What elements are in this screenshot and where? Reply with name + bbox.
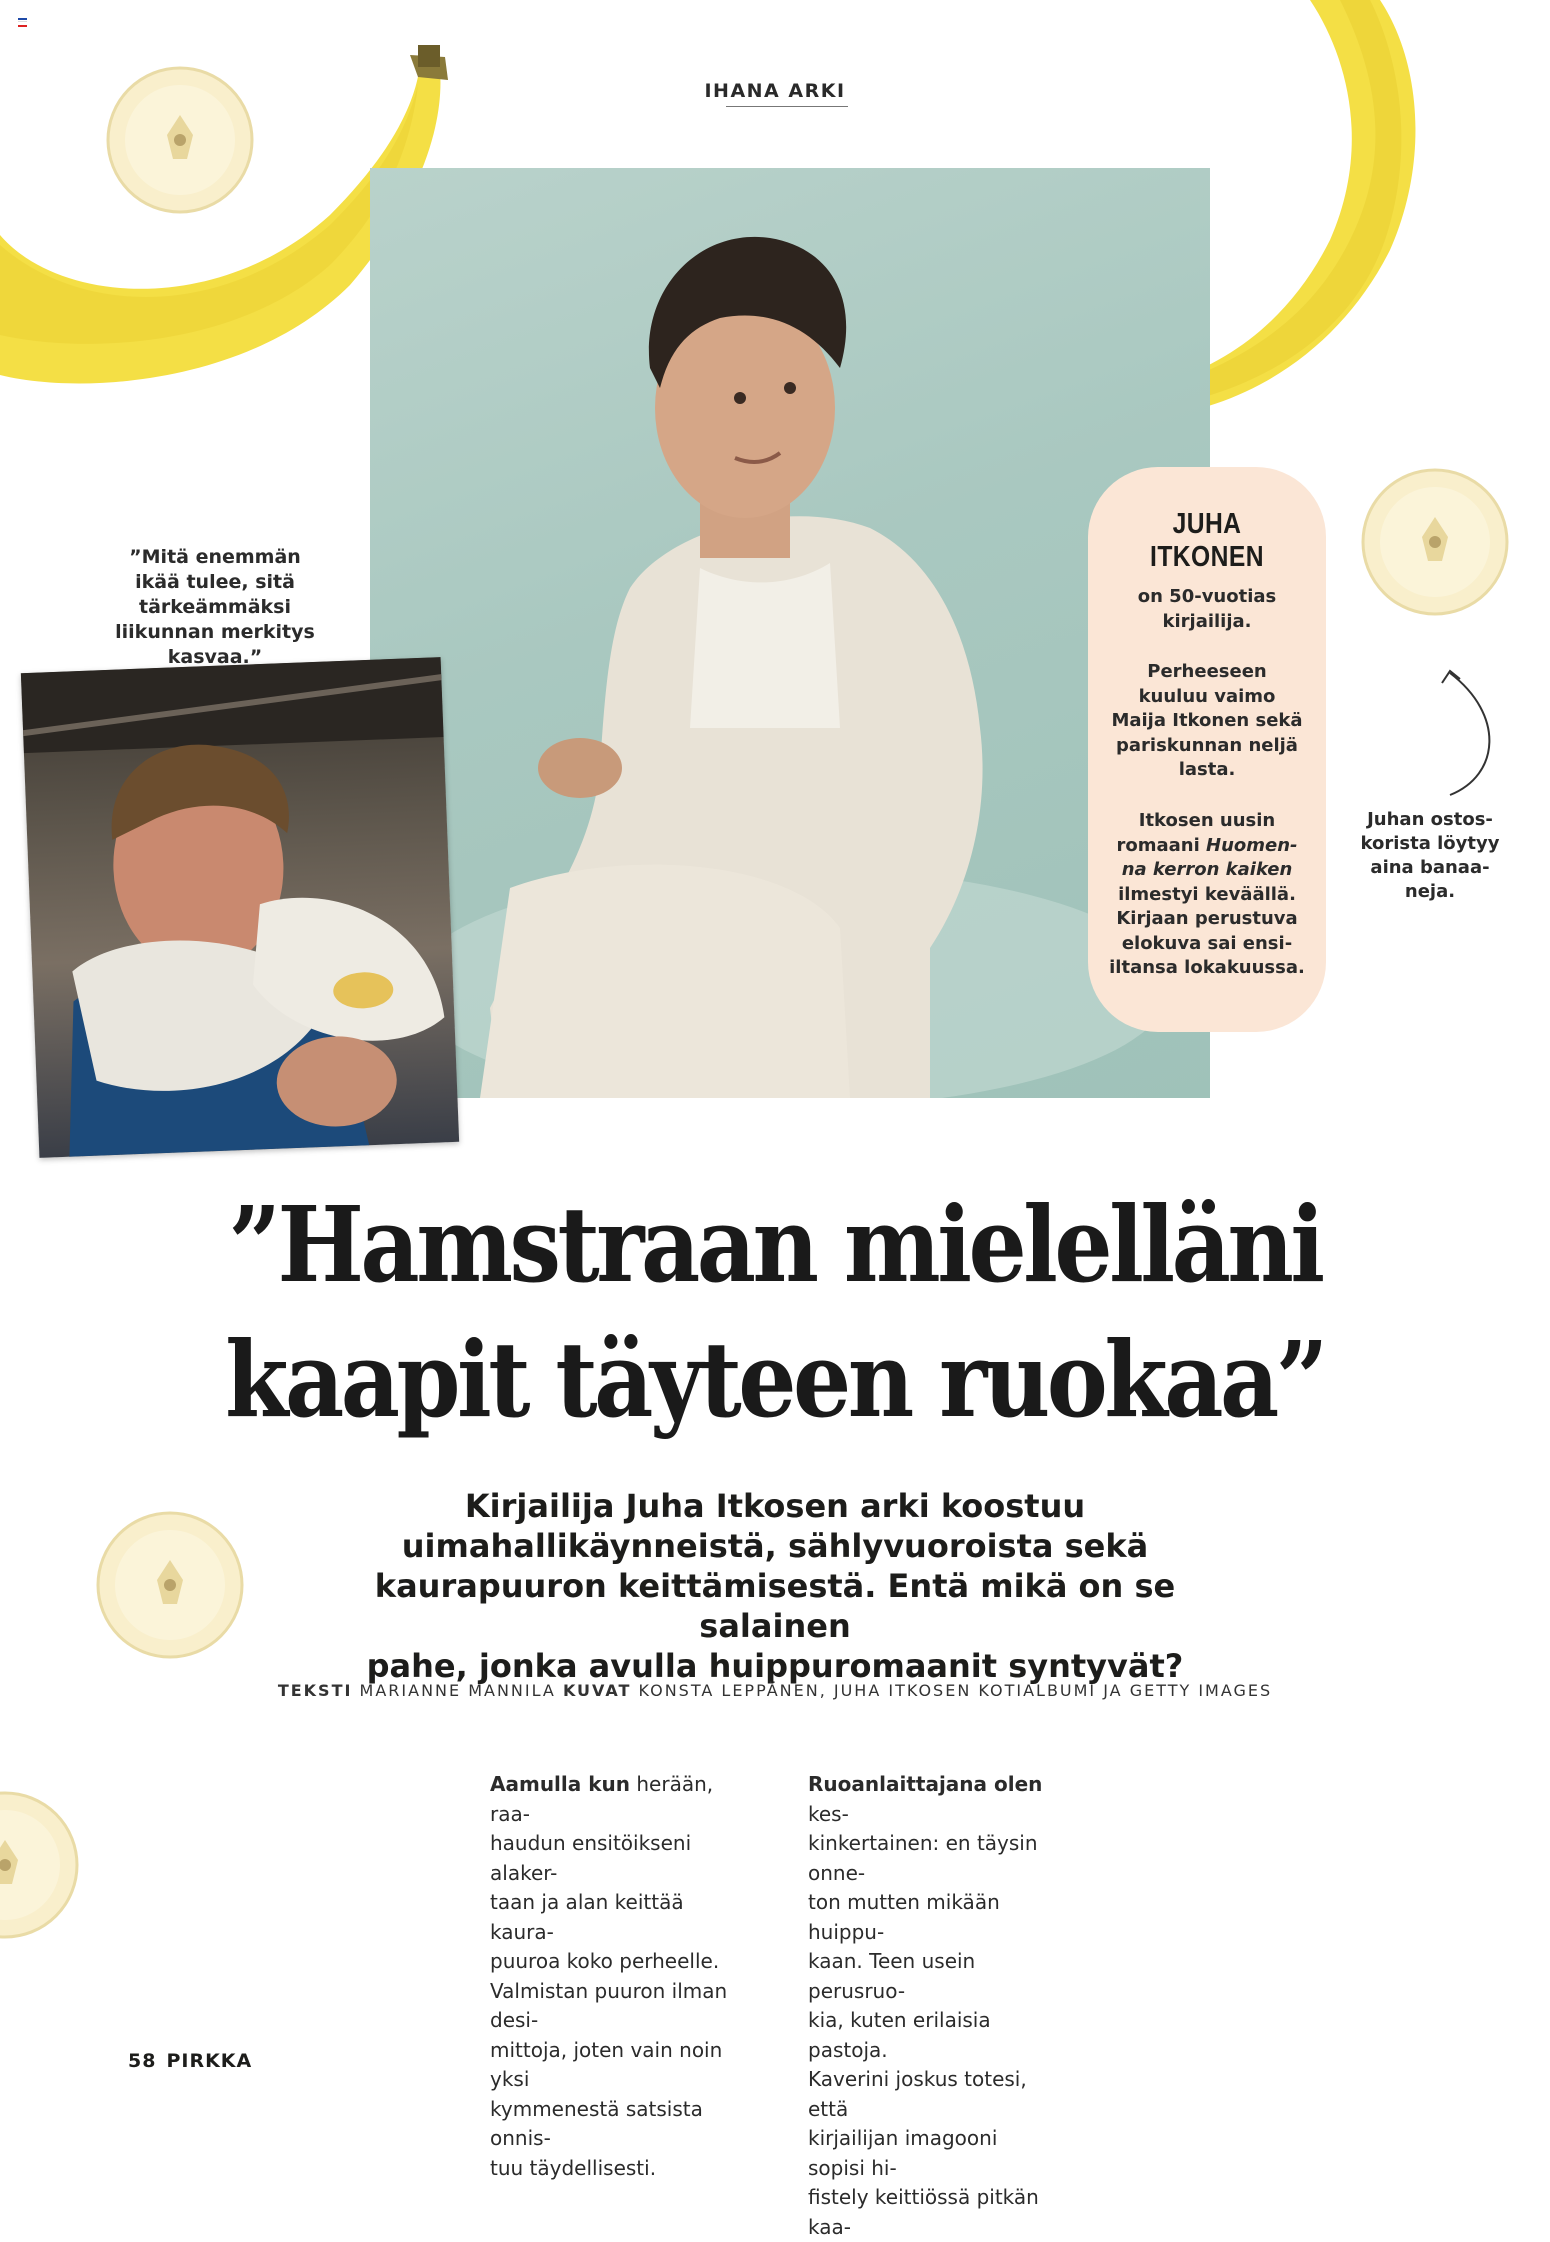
lead-line: Kirjailija Juha Itkosen arki koostuu: [464, 1487, 1086, 1525]
info-line: [1100, 858, 1314, 883]
body-text: herään, raa-: [490, 1772, 714, 1826]
body-line: Valmistan puuron ilman desi-: [490, 1978, 728, 2032]
body-line: kymmenestä satsista onnis-: [490, 2096, 703, 2150]
info-line: lasta.: [1178, 759, 1236, 780]
side-note-line: neja.: [1404, 881, 1456, 902]
body-column-1: [490, 1770, 740, 2183]
lead-line: pahe, jonka avulla huippuromaanit syntyvät?: [366, 1647, 1184, 1685]
side-note-line: korista löytyy: [1360, 833, 1500, 854]
banana-slice-image-right: [1360, 467, 1510, 617]
body-line: mittoja, joten vain noin yksi: [490, 2037, 723, 2091]
body-line: tuu täydellisesti.: [490, 2155, 657, 2180]
info-line: ilmestyi keväällä.: [1118, 883, 1296, 905]
info-line: pariskunnan neljä: [1116, 734, 1298, 756]
info-line: Maija Itkonen sekä: [1111, 710, 1303, 731]
info-line: Perheeseen: [1147, 661, 1267, 682]
quote-line: ”Mitä enemmän: [129, 546, 301, 568]
body-line: kaan. Teen usein perusruo-: [808, 1949, 976, 2003]
credits-text-value: MARIANNE MANNILA: [359, 1681, 556, 1700]
quote-line: tärkeämmäksi: [139, 596, 291, 618]
quote-line: kasvaa.”: [167, 646, 263, 668]
main-portrait-photo: [370, 168, 1210, 1098]
quote-line: liikunnan merkitys: [115, 621, 315, 643]
info-line: on 50-vuotias: [1137, 586, 1277, 607]
info-line: iltansa lokakuussa.: [1109, 957, 1305, 978]
info-paragraph-3: [1100, 809, 1314, 981]
credits-photos-value: KONSTA LEPPÄNEN, JUHA ITKOSEN KOTIALBUMI JA GETTY IMAGES: [638, 1681, 1273, 1700]
magazine-name: PIRKKA: [166, 2050, 253, 2072]
side-note-line: aina banaa-: [1370, 857, 1490, 878]
side-note-line: Juhan ostos-: [1367, 809, 1493, 830]
body-line: [808, 1770, 1058, 1829]
section-underline: [726, 106, 848, 107]
body-column-2: [808, 1770, 1058, 2242]
body-line: Kaverini joskus totesi, että: [808, 2067, 1027, 2121]
info-line: kuuluu vaimo: [1138, 685, 1276, 707]
body-line: taan ja alan keittää kaura-: [490, 1890, 684, 1944]
info-line: elokuva sai ensi-: [1121, 932, 1293, 954]
body-lead-in: Aamulla kun: [490, 1772, 630, 1796]
book-title: na kerron kaiken: [1121, 859, 1293, 880]
credits-photos-label: KUVAT: [562, 1681, 632, 1700]
side-note: [1350, 808, 1510, 904]
credits-text-label: TEKSTI: [277, 1681, 353, 1700]
name-line: JUHA: [1172, 508, 1242, 540]
body-line: ton mutten mikään huippu-: [808, 1890, 1000, 1944]
page-number: 58: [128, 2050, 157, 2072]
info-line: Itkosen uusin: [1138, 810, 1276, 831]
lead-line: kaurapuuron keittämisestä. Entä mikä on se salainen: [374, 1567, 1176, 1645]
banana-slice-image-left: [95, 1510, 245, 1660]
lead-line: uimahallikäynneistä, sählyvuoroista sekä: [401, 1527, 1149, 1565]
info-word: romaani: [1116, 834, 1200, 856]
body-text: kes-: [808, 1801, 849, 1826]
info-line: Kirjaan perustuva: [1116, 908, 1298, 929]
section-label: IHANA ARKI: [704, 80, 846, 102]
lead-paragraph: [300, 1486, 1250, 1686]
body-line: kia, kuten erilaisia pastoja.: [808, 2008, 991, 2062]
book-title: Huomen-: [1206, 834, 1298, 856]
inset-photo: [21, 657, 459, 1158]
info-card-name: [1106, 508, 1308, 574]
name-line: ITKONEN: [1150, 541, 1264, 573]
headline-line-2: kaapit täyteen ruokaa”: [225, 1318, 1325, 1441]
body-line: [490, 1770, 740, 1829]
quote-line: ikää tulee, sitä: [135, 571, 295, 593]
info-paragraph-1: [1100, 585, 1314, 634]
banana-slice-image-bottom: [0, 1790, 80, 1940]
body-line: fistely keittiössä pitkän kaa-: [808, 2185, 1039, 2239]
curved-arrow-icon: [1420, 665, 1510, 805]
body-line: haudun ensitöikseni alaker-: [490, 1831, 692, 1885]
body-lead-in: Ruoanlaittajana olen: [808, 1772, 1043, 1796]
flag-icon: [18, 18, 27, 25]
credits-line: [0, 1681, 1550, 1700]
info-line: [1100, 834, 1314, 859]
page-footer: [128, 2050, 252, 2072]
body-line: kinkertainen: en täysin onne-: [808, 1831, 1038, 1885]
info-paragraph-2: [1100, 660, 1314, 783]
headline-line-1: ”Hamstraan mielelläni: [228, 1183, 1322, 1306]
body-line: kirjailijan imagooni sopisi hi-: [808, 2126, 998, 2180]
pull-quote: [110, 545, 320, 670]
info-line: kirjailija.: [1162, 610, 1252, 632]
body-line: puuroa koko perheelle.: [490, 1949, 720, 1973]
